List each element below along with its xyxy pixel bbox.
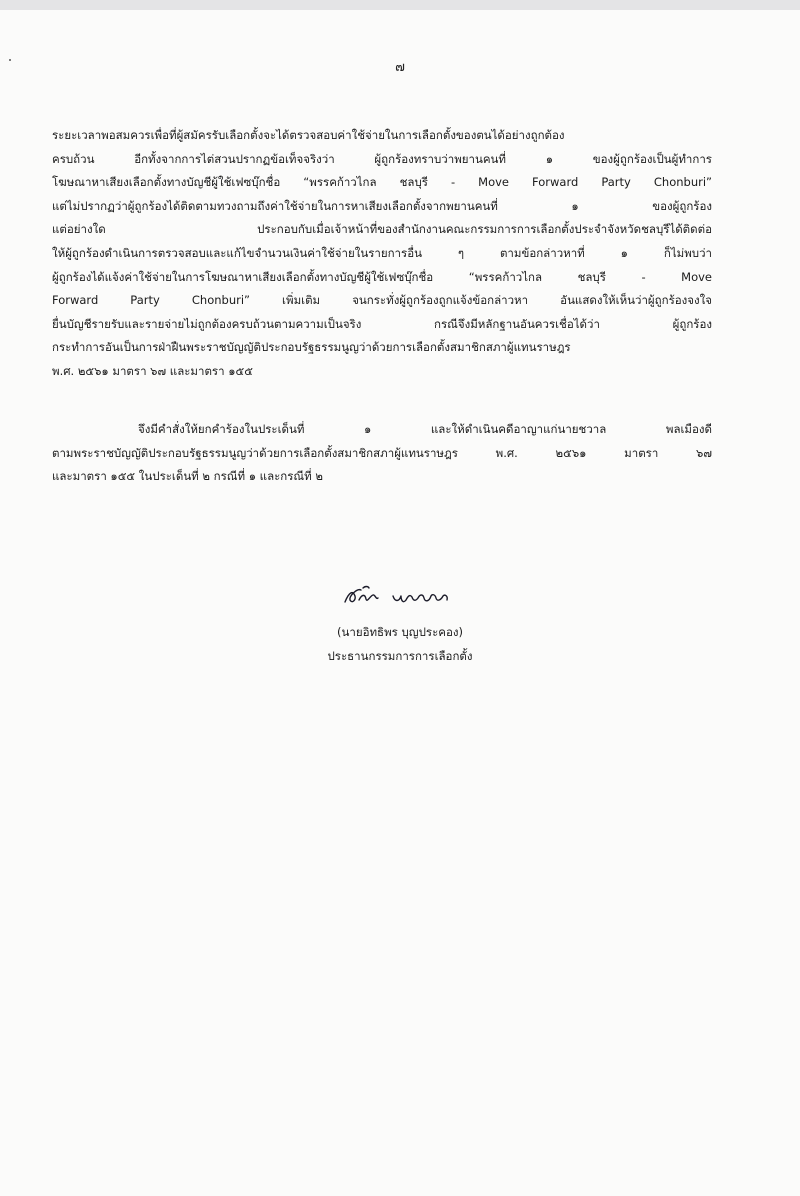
paragraph-order [52, 418, 712, 489]
paragraph-line: ครบถ้วน อีกทั้งจากการไต่สวนปรากฏข้อเท็จจริงว่า ผู้ถูกร้องทราบว่าพยานคนที่ ๑ ของผู้ถูกร้องเป็นผู้ทำการ [52, 151, 712, 166]
signature-block [250, 582, 550, 668]
signer-title: ประธานกรรมการการเลือกตั้ง [327, 649, 473, 663]
handwritten-signature [335, 582, 465, 612]
paragraph-line: ยื่นบัญชีรายรับและรายจ่ายไม่ถูกต้องครบถ้วนตามความเป็นจริง กรณีจึงมีหลักฐานอันควรเชื่อได้ว่า ผู้ถูกร้อง [52, 316, 712, 331]
paragraph-line: Forward Party Chonburi” เพิ่มเติม จนกระทั่งผู้ถูกร้องถูกแจ้งข้อกล่าวหา อันแสดงให้เห็นว่าผู้ถูกร้องจงใจ [52, 293, 712, 308]
paragraph-line: ให้ผู้ถูกร้องดำเนินการตรวจสอบและแก้ไขจำนวนเงินค่าใช้จ่ายในรายการอื่น ๆ ตามข้อกล่าวหาที่ ๑ ก็ไม่พบว่า [52, 245, 712, 260]
paragraph-line: จึงมีคำสั่งให้ยกคำร้องในประเด็นที่ ๑ และให้ดำเนินคดีอาญาแก่นายชวาล พลเมืองดี [138, 422, 712, 436]
paragraph-line: กระทำการอันเป็นการฝ่าฝืนพระราชบัญญัติประกอบรัฐธรรมนูญว่าด้วยการเลือกตั้งสมาชิกสภาผู้แทนราษฎร [52, 340, 571, 355]
signer-name: (นายอิทธิพร บุญประคอง) [337, 625, 463, 639]
paragraph-line: พ.ศ. ๒๕๖๑ มาตรา ๖๗ และมาตรา ๑๕๕ [52, 363, 253, 378]
paragraph-line: ระยะเวลาพอสมควรเพื่อที่ผู้สมัครรับเลือกตั้งจะได้ตรวจสอบค่าใช้จ่ายในการเลือกตั้งของตนได้อย่างถูกต้อง [52, 128, 565, 142]
paragraph-line: โฆษณาหาเสียงเลือกตั้งทางบัญชีผู้ใช้เฟซบุ๊กชื่อ “พรรคก้าวไกล ชลบุรี - Move Forward Party Chonburi” [52, 175, 712, 190]
paragraph-line: แต่ไม่ปรากฏว่าผู้ถูกร้องได้ติดตามทวงถามถึงค่าใช้จ่ายในการหาเสียงเลือกตั้งจากพยานคนที่ ๑ ของผู้ถูกร้อง [52, 198, 712, 213]
paragraph-line: ผู้ถูกร้องได้แจ้งค่าใช้จ่ายในการโฆษณาหาเสียงเลือกตั้งทางบัญชีผู้ใช้เฟซบุ๊กชื่อ “พรรคก้าวไกล ชลบุรี - Move [52, 269, 712, 284]
paragraph-line: แต่อย่างใด ประกอบกับเมื่อเจ้าหน้าที่ของสำนักงานคณะกรรมการการเลือกตั้งประจำจังหวัดชลบุรีได้ติดต่อ [52, 222, 712, 237]
document-page [0, 10, 800, 1196]
paragraph-line: ตามพระราชบัญญัติประกอบรัฐธรรมนูญว่าด้วยการเลือกตั้งสมาชิกสภาผู้แทนราษฎร พ.ศ. ๒๕๖๑ มาตรา ๖๗ [52, 445, 712, 460]
paragraph-line: และมาตรา ๑๕๕ ในประเด็นที่ ๒ กรณีที่ ๑ และกรณีที่ ๒ [52, 469, 323, 484]
paragraph-findings [52, 124, 712, 384]
page-number: ๗ [395, 60, 405, 75]
